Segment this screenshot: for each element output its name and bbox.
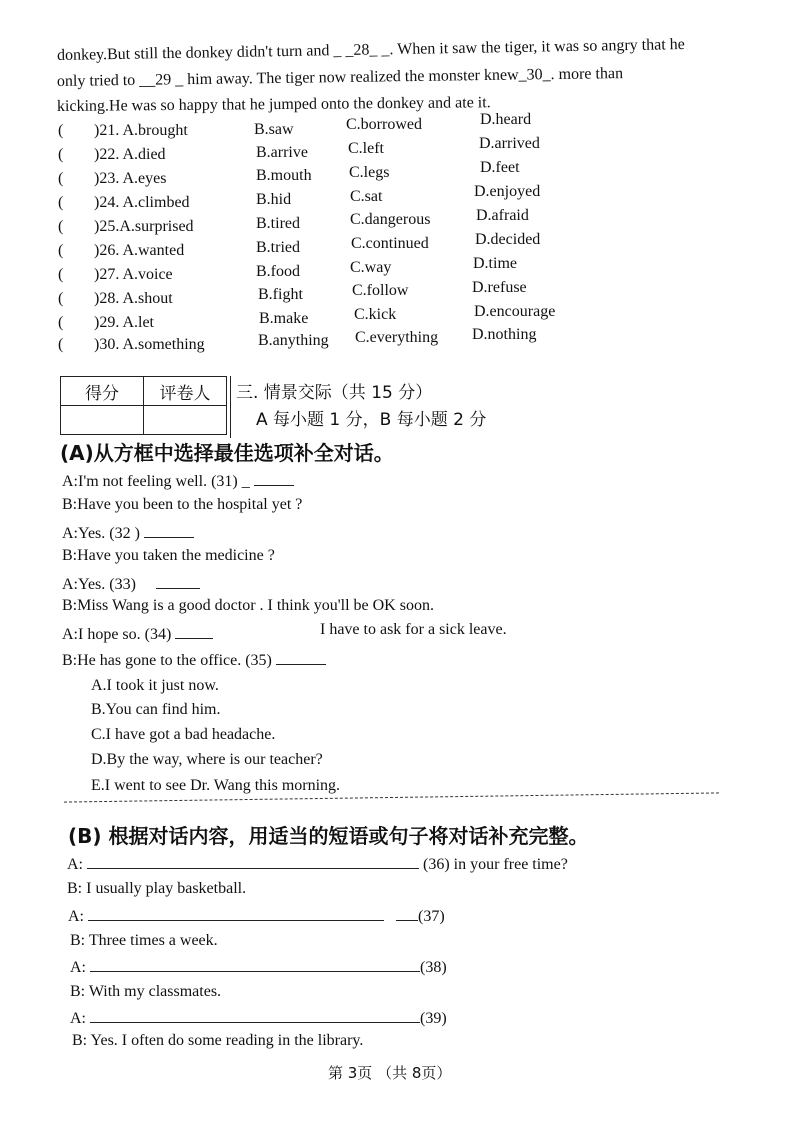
dialogue-line: B: With my classmates. (70, 983, 222, 1000)
dialogue-text: A:I hope so. (34) (62, 626, 172, 643)
dialogue-line-34 (62, 624, 213, 644)
section-title: 三. 情景交际（共 15 分） (236, 383, 433, 403)
option-item: B.You can find him. (91, 701, 221, 718)
option-item: D.By the way, where is our teacher? (91, 751, 323, 768)
score-cell[interactable] (61, 406, 144, 435)
score-box-edge (230, 376, 231, 438)
question-row-25 (58, 218, 194, 236)
option-d: D.arrived (479, 135, 540, 152)
question-row-27 (58, 266, 173, 284)
dialogue-text: A:I'm not feeling well. (31) _ (62, 473, 250, 490)
answer-paren[interactable]: ( (58, 194, 64, 211)
option-a: )30. A.something (94, 336, 205, 353)
option-a: )26. A.wanted (94, 242, 185, 259)
score-box (60, 376, 227, 435)
option-b: B.mouth (256, 167, 312, 184)
option-d: D.encourage (474, 303, 556, 320)
option-d: D.feet (480, 159, 520, 176)
answer-paren[interactable]: ( (58, 242, 64, 259)
option-b: B.anything (258, 332, 329, 349)
answer-paren[interactable]: ( (58, 146, 64, 163)
option-c: C.follow (352, 282, 409, 299)
option-d: D.afraid (476, 207, 529, 224)
blank-tail (396, 906, 418, 921)
question-row-23 (58, 170, 166, 188)
question-row-29 (58, 314, 154, 332)
option-b: B.tried (256, 239, 300, 256)
speaker: A: (70, 959, 86, 976)
grader-cell[interactable] (144, 406, 227, 435)
option-d: D.refuse (472, 279, 527, 296)
dialogue-line-34-tail: I have to ask for a sick leave. (320, 621, 507, 638)
option-c: C.legs (349, 164, 390, 181)
part-b-heading: (B) 根据对话内容，用适当的短语或句子将对话补充完整。 (68, 824, 589, 848)
dialogue-line: B: Yes. I often do some reading in the library. (72, 1032, 364, 1049)
dialogue-line-32 (62, 523, 194, 543)
dialogue-line: B: Three times a week. (70, 932, 218, 949)
dialogue-line-35 (62, 650, 326, 670)
dialogue-line-33 (62, 574, 200, 594)
option-a: )24. A.climbed (94, 194, 190, 211)
question-row-28 (58, 290, 173, 308)
option-d: D.nothing (472, 326, 537, 343)
option-b: B.food (256, 263, 300, 280)
question-number: (39) (420, 1010, 447, 1027)
option-c: C.everything (355, 329, 439, 346)
question-number: (37) (418, 908, 445, 925)
grader-label: 评卷人 (144, 377, 227, 406)
fill-line-38 (70, 957, 447, 977)
option-d: D.enjoyed (474, 183, 541, 200)
answer-paren[interactable]: ( (58, 266, 64, 283)
page-footer: 第 3页 （共 8页） (328, 1064, 452, 1082)
dialogue-line: B:Have you been to the hospital yet ? (62, 496, 303, 513)
option-c: C.borrowed (346, 116, 422, 133)
dialogue-line: B:Have you taken the medicine ? (62, 547, 275, 564)
answer-paren[interactable]: ( (58, 290, 64, 307)
answer-blank-38[interactable] (90, 957, 420, 972)
dialogue-text: A:Yes. (32 ) (62, 525, 140, 542)
answer-paren[interactable]: ( (58, 170, 64, 187)
answer-blank-32[interactable] (144, 523, 194, 538)
answer-paren[interactable]: ( (58, 336, 64, 353)
speaker: A: (68, 908, 84, 925)
option-a: )27. A.voice (94, 266, 173, 283)
option-c: C.way (350, 259, 392, 276)
option-d: D.time (473, 255, 517, 272)
option-b: B.make (259, 310, 309, 327)
dialogue-line: B:Miss Wang is a good doctor . I think you'll be OK soon. (62, 597, 434, 614)
question-number: (38) (420, 959, 447, 976)
passage-line-2: only tried to __29 _ him away. The tiger now realized the monster knew_30_. more than (56, 65, 624, 90)
option-d: D.decided (475, 231, 541, 248)
option-a: )22. A.died (94, 146, 166, 163)
fill-line-39 (70, 1008, 447, 1028)
dialogue-text: A:Yes. (33) (62, 576, 136, 593)
option-a: )25.A.surprised (94, 218, 194, 235)
option-item: C.I have got a bad headache. (91, 726, 276, 743)
answer-paren[interactable]: ( (58, 218, 64, 235)
answer-blank-36[interactable] (87, 854, 419, 869)
dialogue-line: B: I usually play basketball. (67, 880, 247, 897)
answer-paren[interactable]: ( (58, 122, 64, 139)
speaker: A: (67, 856, 83, 873)
option-c: C.kick (354, 306, 397, 323)
question-row-21 (58, 122, 188, 140)
option-a: )21. A.brought (94, 122, 188, 139)
option-c: C.sat (350, 188, 383, 205)
answer-blank-39[interactable] (90, 1008, 420, 1023)
option-a: )23. A.eyes (94, 170, 167, 187)
option-a: )29. A.let (94, 314, 154, 331)
option-c: C.dangerous (350, 211, 431, 228)
answer-blank-34[interactable] (175, 624, 213, 639)
option-item: E.I went to see Dr. Wang this morning. (91, 777, 341, 794)
answer-blank-33[interactable] (156, 574, 200, 589)
option-c: C.continued (351, 235, 429, 252)
question-row-30 (58, 336, 205, 354)
question-row-26 (58, 242, 184, 260)
option-d: D.heard (480, 111, 532, 128)
option-b: B.fight (258, 286, 303, 303)
section-scoring: A 每小题 1 分，B 每小题 2 分 (256, 410, 487, 430)
option-b: B.hid (256, 191, 292, 208)
answer-blank-31[interactable] (254, 471, 294, 486)
question-number: (36) in your free time? (423, 856, 568, 873)
speaker: A: (70, 1010, 86, 1027)
answer-blank-35[interactable] (276, 650, 326, 665)
fill-line-37 (68, 906, 445, 926)
option-b: B.arrive (256, 144, 308, 161)
score-label: 得分 (61, 377, 144, 406)
answer-paren[interactable]: ( (58, 314, 64, 331)
question-row-22 (58, 146, 166, 164)
dialogue-line-31 (62, 471, 294, 491)
dialogue-text: B:He has gone to the office. (35) (62, 652, 272, 669)
answer-blank-37[interactable] (88, 906, 384, 921)
option-c: C.left (348, 140, 384, 157)
option-a: )28. A.shout (94, 290, 173, 307)
option-b: B.tired (256, 215, 300, 232)
question-row-24 (58, 194, 190, 212)
passage-line-3: kicking.He was so happy that he jumped onto the donkey and ate it. (56, 94, 491, 115)
option-item: A.I took it just now. (91, 677, 219, 694)
fill-line-36 (67, 854, 568, 874)
part-a-heading: (A)从方框中选择最佳选项补全对话。 (60, 441, 394, 465)
option-b: B.saw (254, 121, 294, 138)
passage-line-1: donkey.But still the donkey didn't turn and _ _28_ _. When it saw the tiger, it was so angry that he (56, 36, 685, 64)
